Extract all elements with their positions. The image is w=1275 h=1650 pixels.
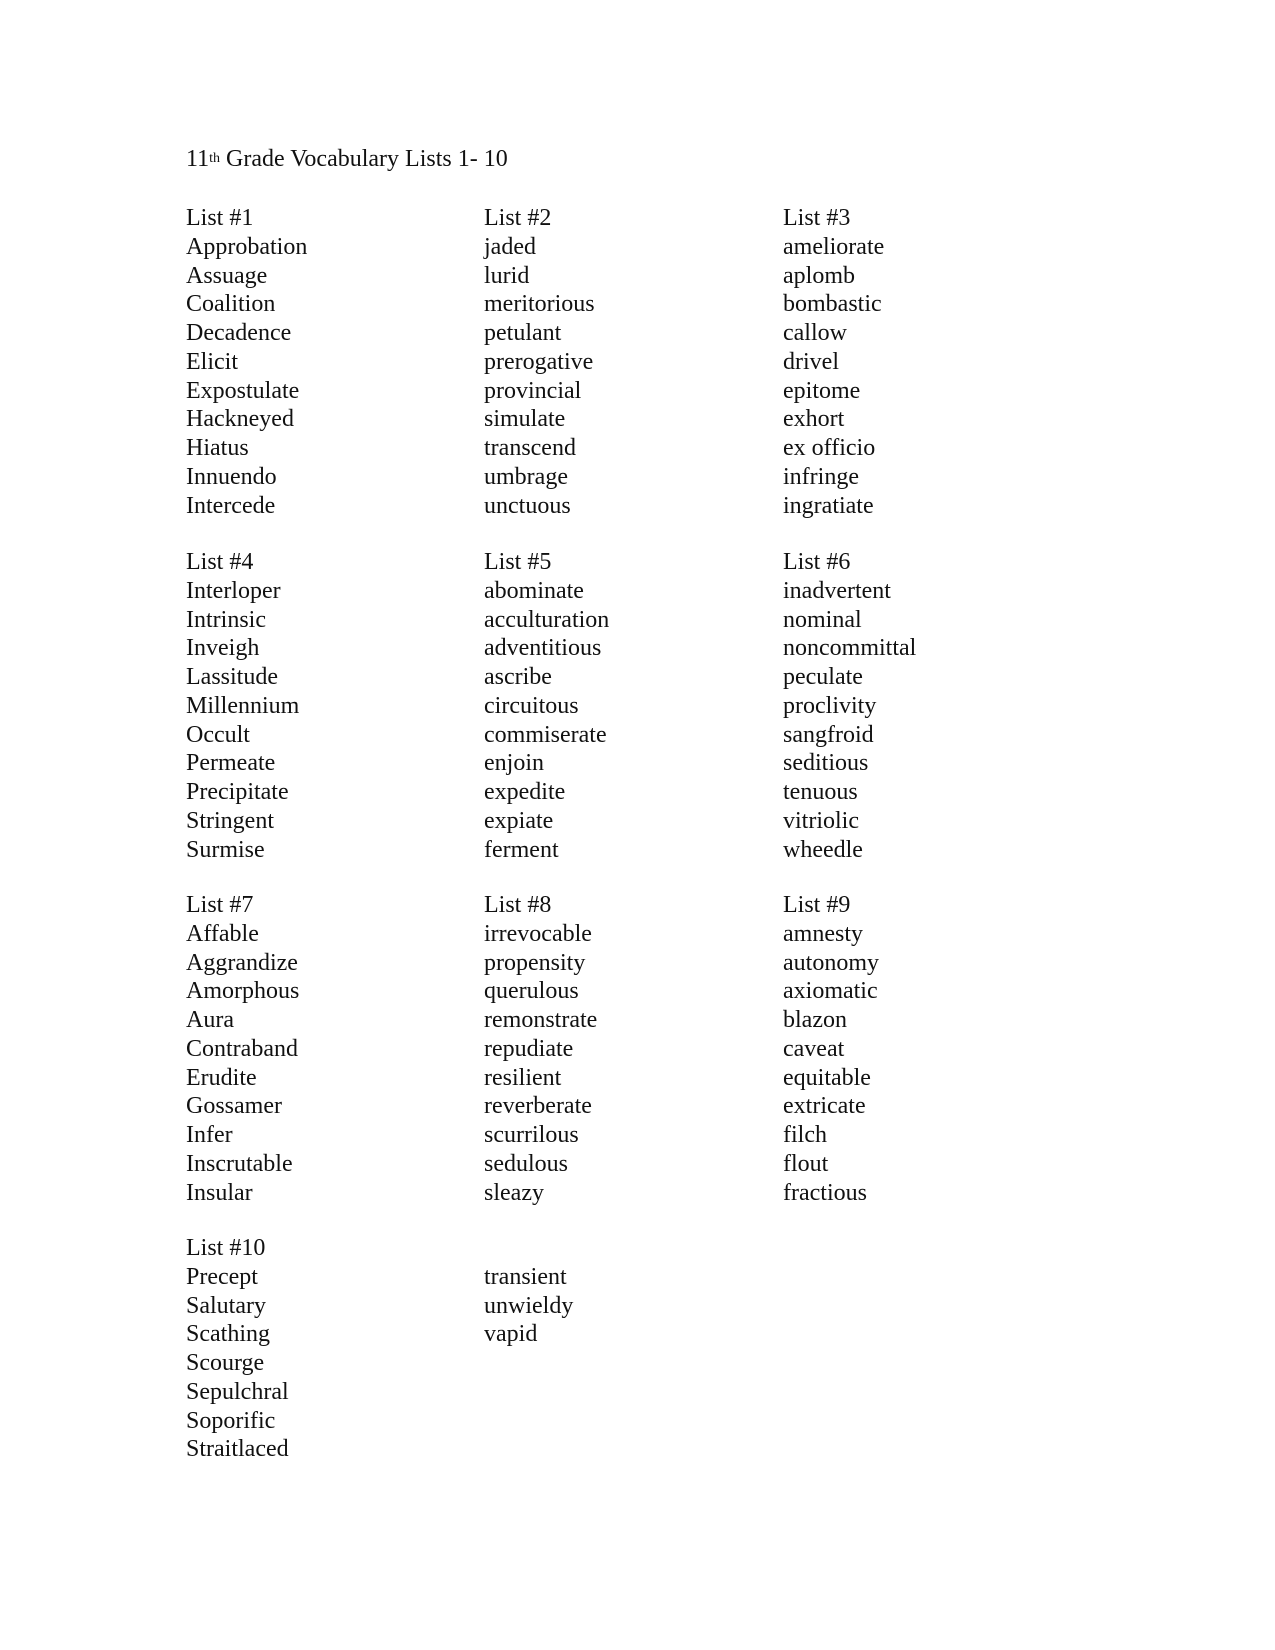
list-item: vitriolic [783, 807, 859, 834]
list-heading: List #6 [783, 549, 851, 575]
list-heading: List #3 [783, 205, 851, 231]
list-item: sleazy [484, 1179, 544, 1206]
list-item: bombastic [783, 291, 882, 318]
list-item: reverberate [484, 1093, 592, 1120]
vocab-list-10 [186, 1234, 289, 1464]
list-item: noncommittal [783, 635, 917, 662]
vocab-list-3 [783, 204, 884, 520]
list-heading: List #4 [186, 549, 254, 575]
list-item: Scathing [186, 1321, 270, 1348]
list-item: Innuendo [186, 463, 277, 490]
list-item: Inveigh [186, 635, 260, 662]
list-item: callow [783, 320, 847, 346]
list-item: peculate [783, 664, 863, 690]
list-item: Infer [186, 1122, 233, 1148]
list-item: resilient [484, 1064, 562, 1091]
list-item: ferment [484, 836, 559, 863]
list-heading: List #7 [186, 892, 254, 918]
list-item: Intercede [186, 492, 276, 519]
list-item: Millennium [186, 692, 300, 719]
list-item: sedulous [484, 1150, 568, 1177]
list-item: Sepulchral [186, 1378, 289, 1405]
list-heading: List #8 [484, 892, 552, 918]
list-heading: List #2 [484, 205, 552, 231]
list-heading: List #1 [186, 205, 254, 231]
list-item: Erudite [186, 1064, 257, 1091]
vocab-list-4 [186, 548, 299, 864]
list-item: querulous [484, 978, 579, 1005]
list-item: vapid [484, 1321, 538, 1348]
list-item: tenuous [783, 779, 858, 805]
list-item: Soporific [186, 1407, 276, 1434]
list-item: Affable [186, 920, 259, 947]
list-item: provincial [484, 377, 582, 404]
list-item: transient [484, 1263, 567, 1290]
list-item: inadvertent [783, 577, 891, 604]
list-item: Coalition [186, 291, 276, 318]
list-item: Approbation [186, 233, 308, 260]
title-text: Grade Vocabulary Lists 1- 10 [220, 146, 508, 172]
list-item: nominal [783, 606, 862, 633]
list-heading: List #10 [186, 1235, 266, 1261]
list-item: ingratiate [783, 492, 874, 519]
list-item: enjoin [484, 750, 544, 777]
list-item: meritorious [484, 291, 595, 318]
list-heading-blank [484, 1234, 573, 1263]
list-item: autonomy [783, 949, 879, 976]
list-item: Straitlaced [186, 1436, 289, 1463]
list-item: acculturation [484, 606, 610, 633]
list-item: repudiate [484, 1035, 574, 1062]
list-item: fractious [783, 1179, 867, 1206]
list-item: umbrage [484, 463, 568, 490]
list-item: expedite [484, 779, 566, 805]
list-item: Scourge [186, 1350, 265, 1376]
list-item: Hackneyed [186, 406, 294, 433]
list-item: Hiatus [186, 435, 249, 461]
list-item: Permeate [186, 750, 276, 777]
page-title [186, 144, 508, 178]
list-item: Amorphous [186, 978, 300, 1005]
list-item: petulant [484, 320, 562, 346]
list-item: Precept [186, 1263, 258, 1290]
list-item: Surmise [186, 836, 265, 863]
list-item: Expostulate [186, 377, 300, 404]
list-item: Decadence [186, 320, 292, 346]
list-item: Elicit [186, 348, 238, 375]
vocab-list-7 [186, 891, 299, 1207]
list-item: Stringent [186, 807, 274, 834]
list-item: epitome [783, 377, 861, 404]
list-item: Interloper [186, 577, 281, 604]
list-heading: List #5 [484, 549, 552, 575]
list-item: infringe [783, 463, 859, 490]
title-grade-number: 11 [186, 146, 210, 172]
list-item: unwieldy [484, 1292, 574, 1319]
vocab-list-8 [484, 891, 597, 1207]
list-item: wheedle [783, 836, 863, 863]
list-item: Insular [186, 1179, 253, 1206]
list-heading: List #9 [783, 892, 851, 918]
vocab-list-10-continued [484, 1234, 573, 1349]
list-item: caveat [783, 1035, 845, 1062]
list-item: simulate [484, 406, 566, 433]
list-item: propensity [484, 949, 586, 976]
list-item: exhort [783, 406, 845, 433]
title-ordinal-suffix: th [209, 151, 220, 166]
list-item: Precipitate [186, 779, 289, 805]
list-item: amnesty [783, 920, 863, 947]
list-item: filch [783, 1122, 827, 1148]
vocab-list-9 [783, 891, 879, 1207]
list-item: ascribe [484, 664, 552, 690]
list-item: seditious [783, 750, 869, 777]
list-item: equitable [783, 1064, 871, 1091]
list-item: Assuage [186, 262, 268, 289]
list-item: drivel [783, 348, 839, 375]
list-item: remonstrate [484, 1007, 598, 1033]
list-item: jaded [484, 233, 536, 260]
list-item: blazon [783, 1007, 847, 1033]
list-item: extricate [783, 1093, 866, 1120]
list-item: Inscrutable [186, 1150, 293, 1177]
list-item: ameliorate [783, 233, 885, 260]
list-item: Aura [186, 1007, 234, 1033]
list-item: ex officio [783, 435, 876, 461]
list-item: adventitious [484, 635, 602, 662]
list-item: Aggrandize [186, 949, 298, 976]
list-item: transcend [484, 435, 576, 461]
list-item: unctuous [484, 492, 571, 519]
list-item: Occult [186, 721, 250, 748]
vocab-list-5 [484, 548, 609, 864]
list-item: abominate [484, 577, 584, 604]
list-item: scurrilous [484, 1122, 579, 1148]
list-item: circuitous [484, 692, 579, 719]
vocab-list-6 [783, 548, 916, 864]
list-item: commiserate [484, 721, 607, 748]
list-item: expiate [484, 807, 554, 834]
list-item: Lassitude [186, 664, 278, 690]
list-item: proclivity [783, 692, 877, 719]
list-item: aplomb [783, 262, 855, 289]
list-item: Contraband [186, 1035, 298, 1062]
list-item: sangfroid [783, 721, 874, 748]
vocab-list-2 [484, 204, 595, 520]
list-item: Salutary [186, 1292, 266, 1319]
list-item: flout [783, 1150, 829, 1177]
list-item: Gossamer [186, 1093, 282, 1120]
list-item: prerogative [484, 348, 594, 375]
list-item: Intrinsic [186, 606, 266, 633]
vocab-list-1 [186, 204, 307, 520]
list-item: axiomatic [783, 978, 878, 1005]
list-item: lurid [484, 262, 530, 289]
list-item: irrevocable [484, 920, 592, 947]
